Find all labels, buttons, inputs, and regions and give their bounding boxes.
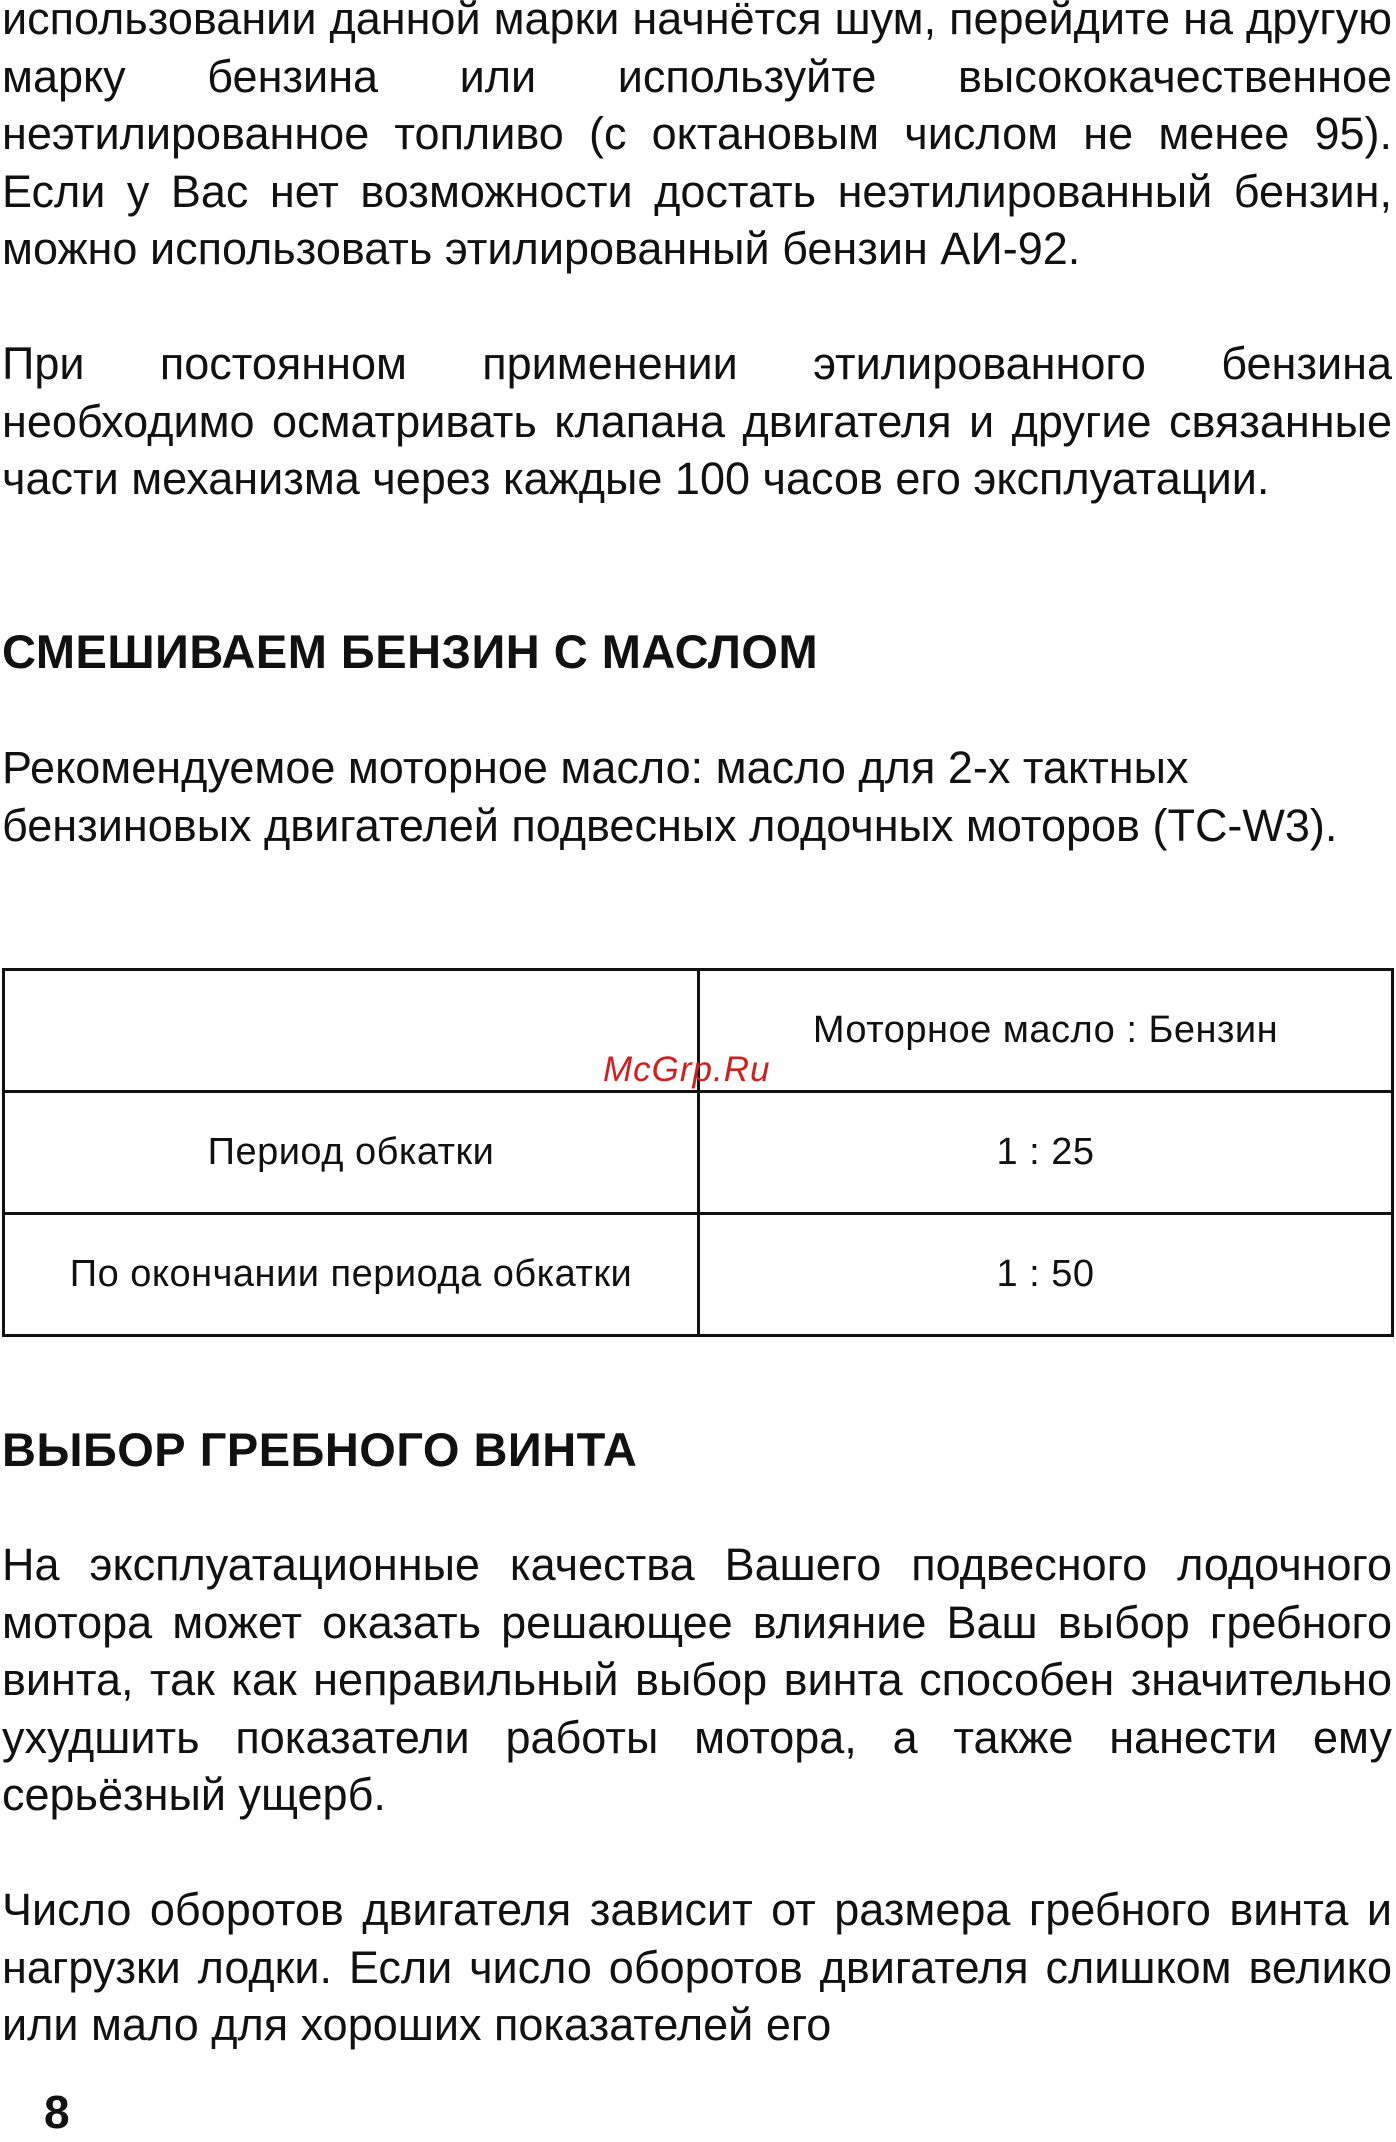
table-header-cell xyxy=(4,970,699,1092)
table-header-cell: Моторное масло : Бензин xyxy=(699,970,1393,1092)
watermark-text: McGrp.Ru xyxy=(603,1050,771,1089)
page-number: 8 xyxy=(44,2086,70,2138)
paragraph-engine-rpm: Число оборотов двигателя зависит от размера гребного винта и нагрузки лодки. Если число оборотов двигателя слишком велико или мало для хороших показателей его xyxy=(2,1884,1392,2050)
table-cell-period: Период обкатки xyxy=(4,1092,699,1214)
table-row xyxy=(4,1092,1393,1214)
table-row xyxy=(4,1214,1393,1336)
paragraph-leaded-fuel-maintenance: При постоянном применении этилированного бензина необходимо осматривать клапана двигателя и другие связанные части механизма через каждые 100 часов его эксплуатации. xyxy=(2,338,1392,504)
paragraph-fuel-recommendation: использовании данной марки начнётся шум, перейдите на другую марку бензина или используйте высококачественное неэтилированное топливо (с октановым числом не менее 95). Если у Вас нет возможности достать неэтилированный бензин, можно использовать этилированный бензин АИ-92. xyxy=(2,0,1392,274)
heading-mixing-fuel-oil: СМЕШИВАЕМ БЕНЗИН С МАСЛОМ xyxy=(2,625,819,678)
heading-propeller-choice: ВЫБОР ГРЕБНОГО ВИНТА xyxy=(2,1423,638,1476)
paragraph-propeller-importance: На эксплуатационные качества Вашего подвесного лодочного мотора может оказать решающее влияние Ваш выбор гребного винта, так как неправильный выбор винта способен значительно ухудшить показатели работы мотора, а также нанести ему серьёзный ущерб. xyxy=(2,1539,1392,1820)
table-cell-ratio: 1 : 25 xyxy=(699,1092,1393,1214)
table-cell-period: По окончании периода обкатки xyxy=(4,1214,699,1336)
table-cell-ratio: 1 : 50 xyxy=(699,1214,1393,1336)
paragraph-recommended-oil: Рекомендуемое моторное масло: масло для 2-х тактных бензиновых двигателей подвесных лодочных моторов (TC-W3). xyxy=(2,742,1338,851)
oil-fuel-ratio-table xyxy=(2,968,1394,1337)
